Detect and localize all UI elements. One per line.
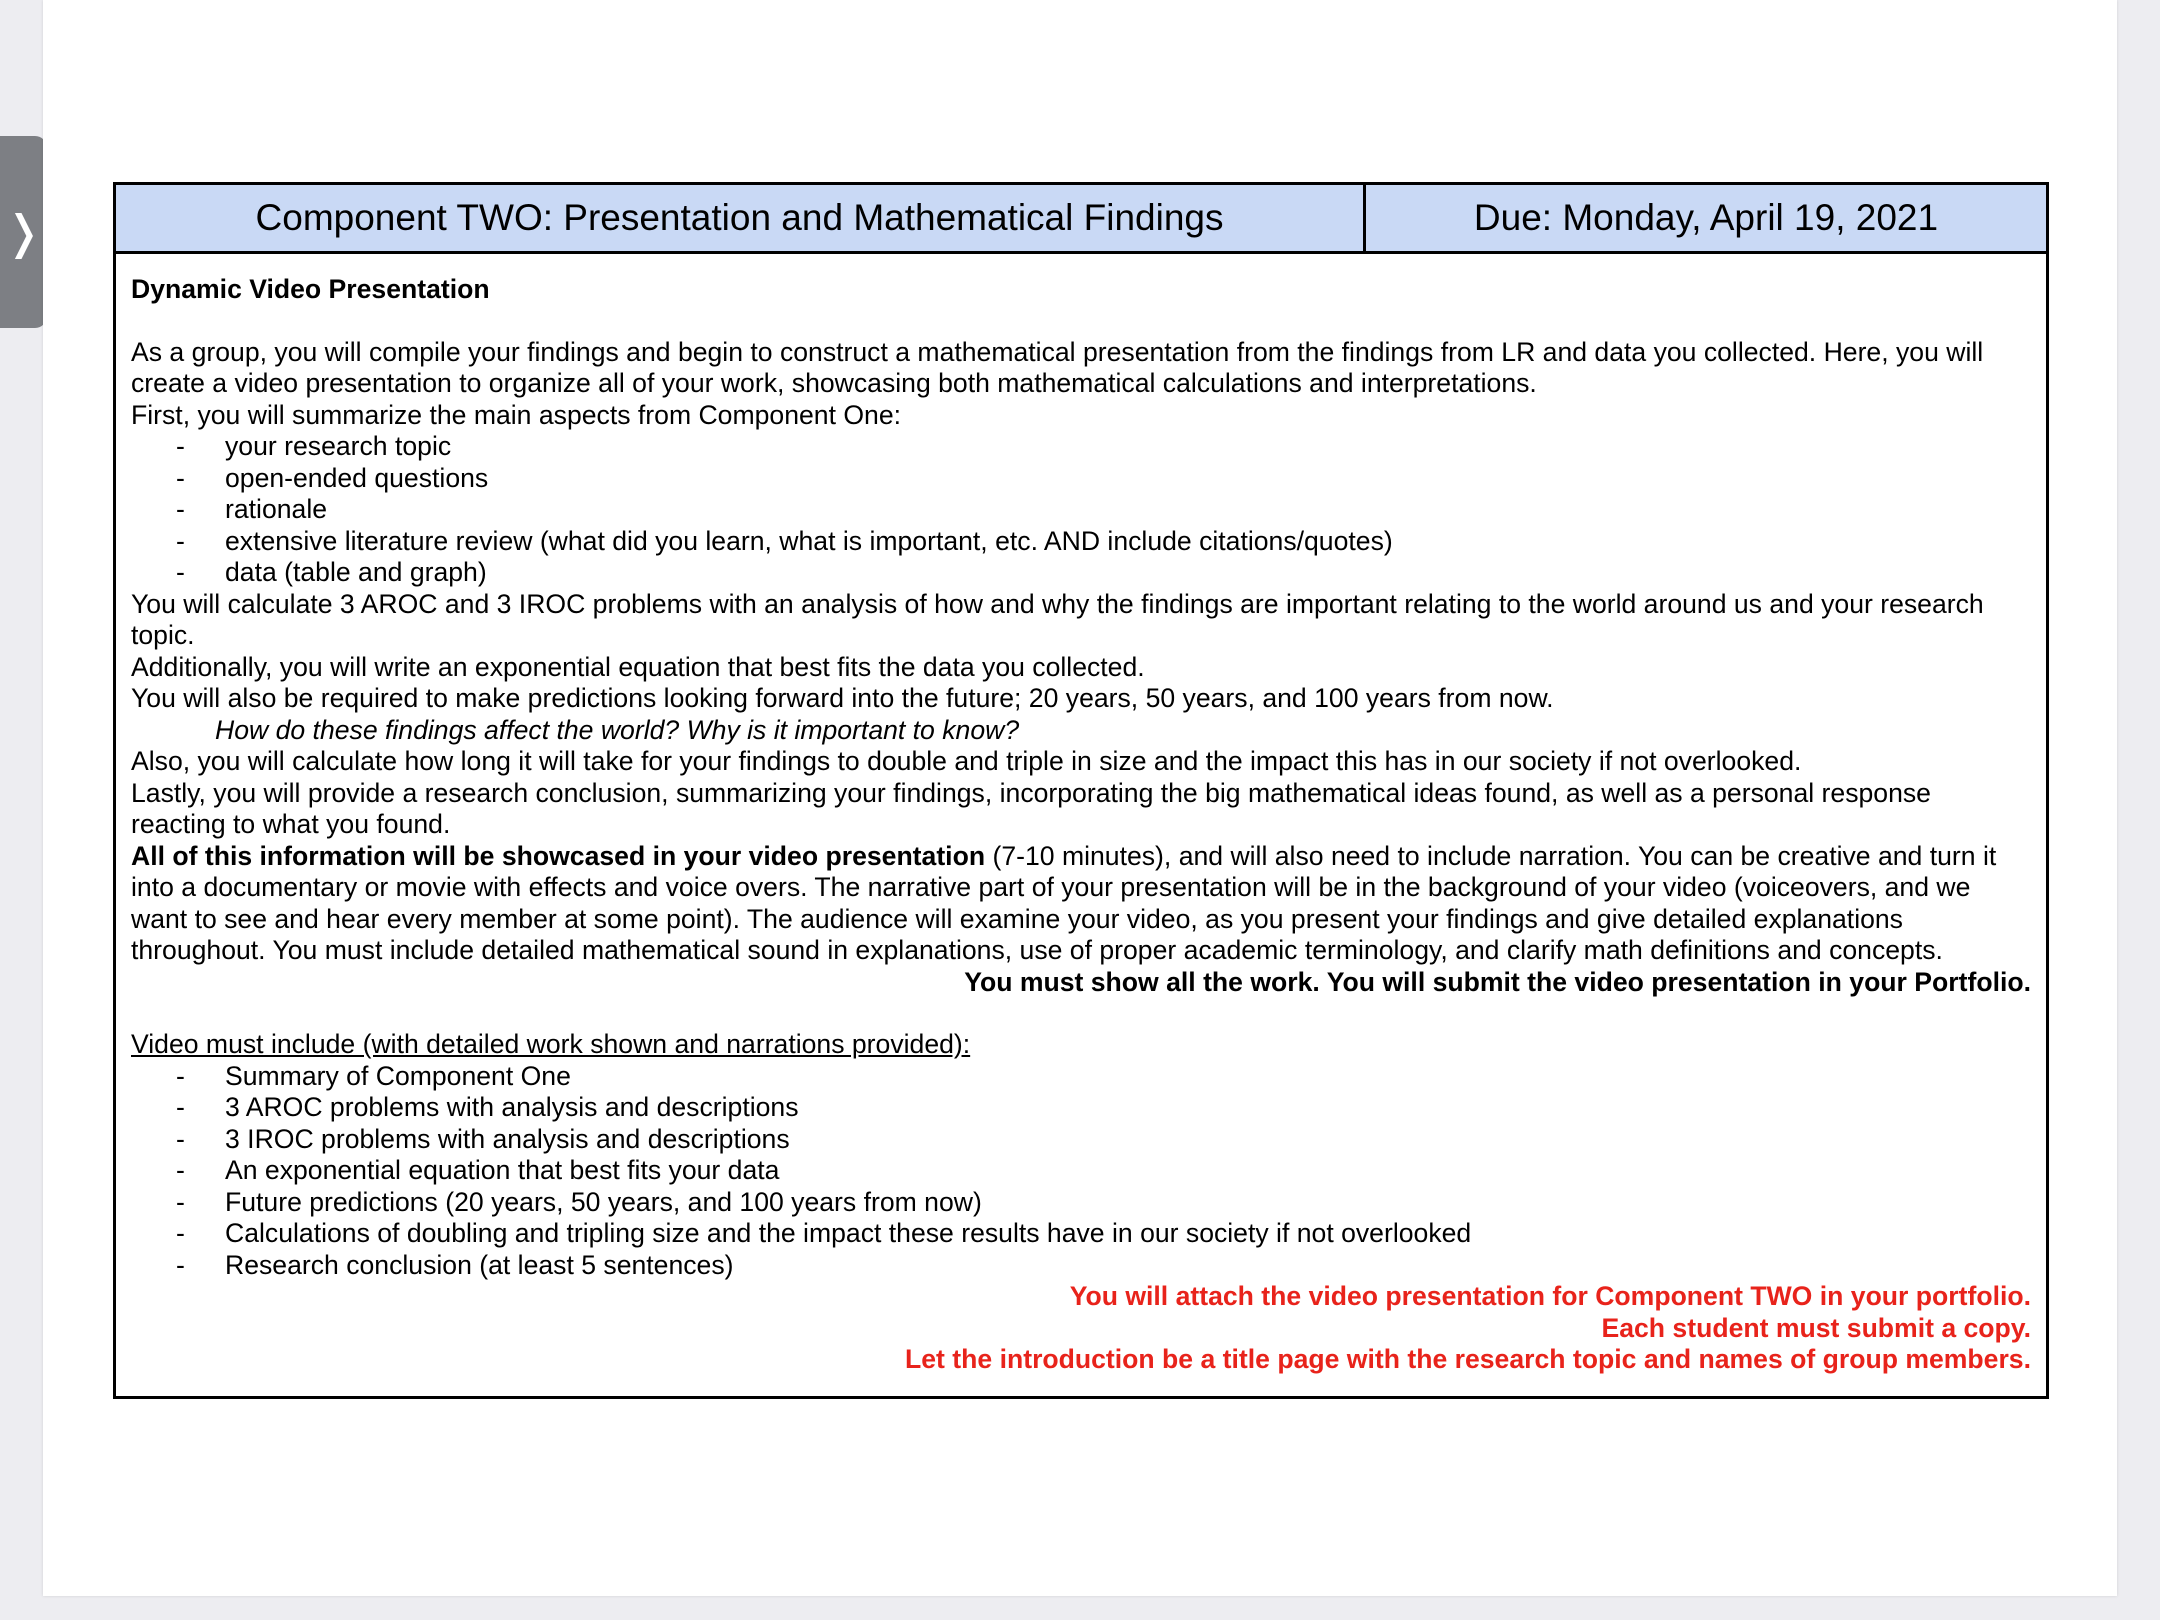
sidebar-toggle-button[interactable] (0, 136, 47, 328)
intro-paragraph: As a group, you will compile your findings and begin to construct a mathematical presentation from the findings from LR and data you collected. Here, you will create a video presentation to organize all of your work, showcasing both mathematical calculations and interpretations. (131, 336, 1984, 398)
list-item: - rationale (176, 494, 328, 524)
exponential-paragraph: Additionally, you will write an exponential equation that best fits the data you collected. (131, 651, 1145, 682)
predictions-paragraph: You will also be required to make predictions looking forward into the future; 20 years, 50 years, and 100 years from now. (131, 683, 1554, 713)
red-note: Each student must submit a copy. (1601, 1312, 2031, 1343)
calc-paragraph: You will calculate 3 AROC and 3 IROC problems with an analysis of how and why the findings are important relating to the world around us and your research topic. (131, 588, 1984, 650)
must-show-note: You must show all the work. You will submit the video presentation in your Portfolio. (964, 966, 2031, 997)
list-item: - data (table and graph) (176, 557, 487, 587)
summary-list (131, 431, 2031, 589)
due-date: Due: Monday, April 19, 2021 (1365, 184, 2048, 253)
red-note: Let the introduction be a title page with the research topic and names of group members. (905, 1344, 2031, 1374)
video-list (131, 1061, 2031, 1282)
list-item: - Research conclusion (at least 5 sentences) (176, 1249, 734, 1280)
list-item: - extensive literature review (what did you learn, what is important, etc. AND include citations/quotes) (176, 525, 1393, 556)
list-item: - Calculations of doubling and tripling size and the impact these results have in our society if not overlooked (176, 1218, 1472, 1248)
list-item: - Summary of Component One (176, 1060, 571, 1091)
chevron-right-icon: ❭ (4, 206, 43, 258)
component-body (115, 253, 2048, 1398)
section-title: Dynamic Video Presentation (131, 274, 490, 304)
list-item: - 3 AROC problems with analysis and descriptions (176, 1092, 799, 1122)
list-item: - open-ended questions (176, 462, 489, 493)
list-item: - Future predictions (20 years, 50 years, and 100 years from now) (176, 1186, 982, 1217)
guiding-question: How do these findings affect the world? Why is it important to know? (215, 714, 1020, 745)
doubling-paragraph: Also, you will calculate how long it will take for your findings to double and triple in size and the impact this has in our society if not overlooked. (131, 746, 1802, 776)
conclusion-paragraph: Lastly, you will provide a research conclusion, summarizing your findings, incorporating the big mathematical ideas found, as well as a personal response reacting to what you found. (131, 777, 1931, 839)
first-line: First, you will summarize the main aspects from Component One: (131, 399, 902, 430)
component-table (113, 182, 2049, 1399)
list-item: - An exponential equation that best fits your data (176, 1155, 780, 1185)
component-title: Component TWO: Presentation and Mathematical Findings (115, 184, 1365, 253)
list-item: - 3 IROC problems with analysis and descriptions (176, 1123, 790, 1154)
list-item: - your research topic (176, 431, 452, 461)
red-note: You will attach the video presentation for Component TWO in your portfolio. (1069, 1281, 2031, 1311)
showcase-paragraph: All of this information will be showcased in your video presentation (7-10 minutes), and will also need to include narration. You can be creative and turn it into a documentary or movie with effects and voice overs. The narrative part of your presentation will be in the background of your video (voiceovers, and we want to see and hear every member at some point). The audience will examine your video, as you present your findings and give detailed explanations throughout. You must include detailed mathematical sound in explanations, use of proper academic terminology, and clarify math definitions and concepts. (131, 840, 1997, 965)
video-heading: Video must include (with detailed work shown and narrations provided): (131, 1029, 971, 1059)
